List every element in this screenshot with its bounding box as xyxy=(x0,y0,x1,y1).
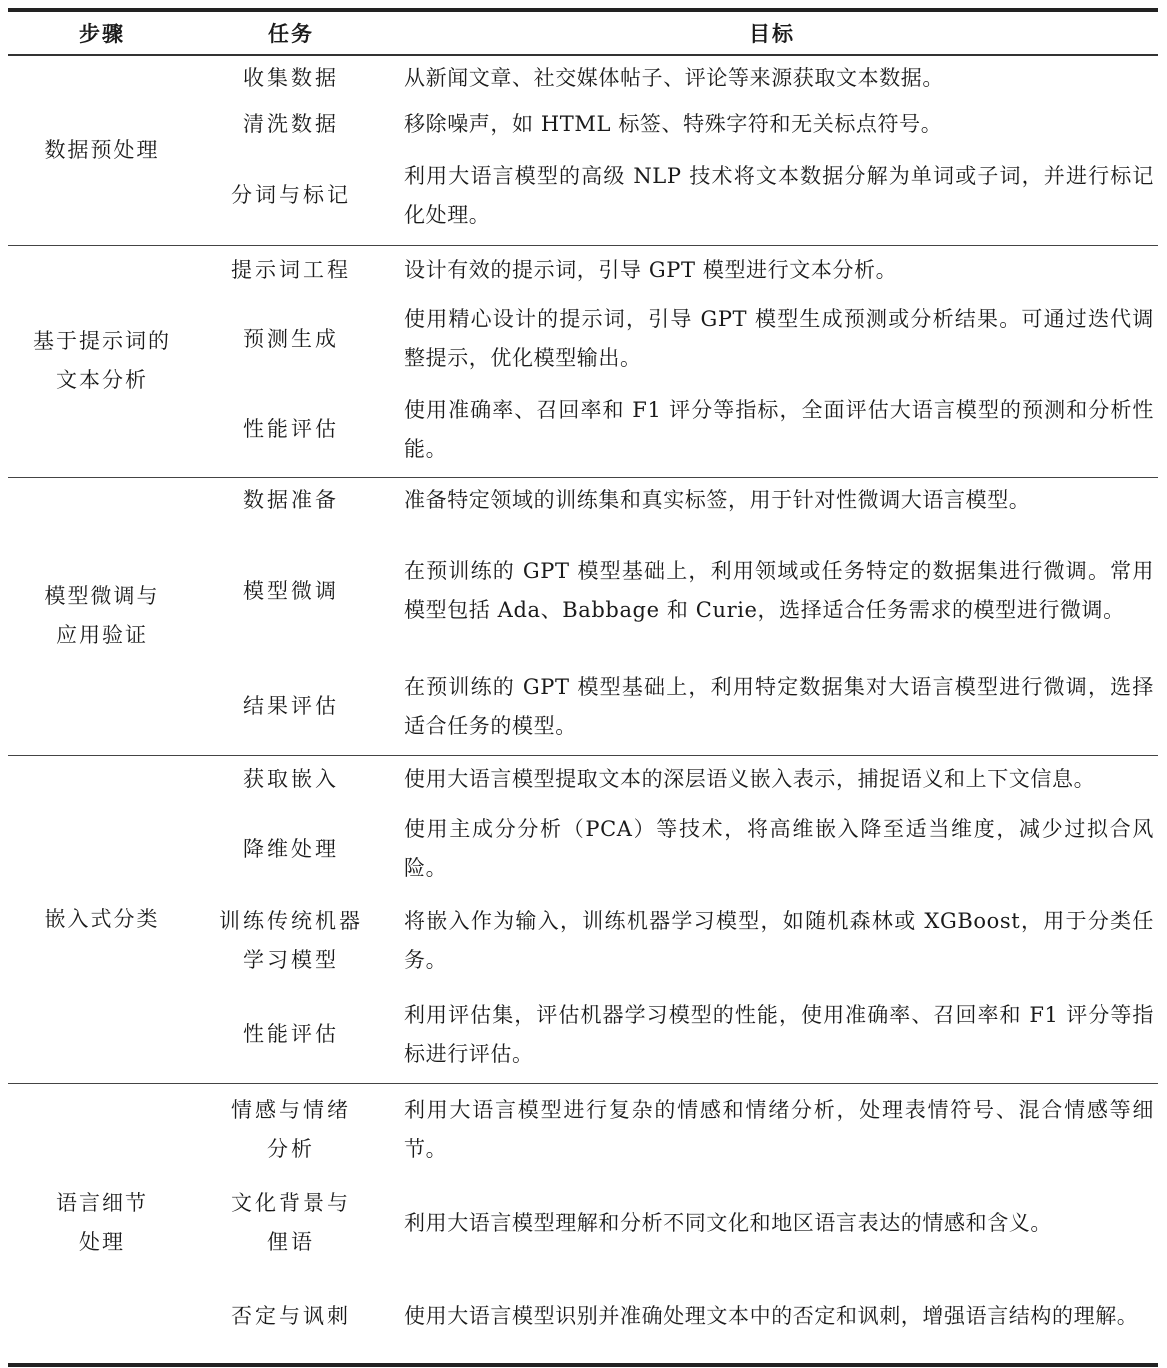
goal-text: 在预训练的 GPT 模型基础上，利用领域或任务特定的数据集进行微调。常用模型包括 Ada、Babbage 和 Curie，选择适合任务需求的模型进行微调。 xyxy=(404,559,1154,622)
step-line: 处理 xyxy=(79,1230,125,1255)
task-cell xyxy=(196,803,386,895)
goal-cell xyxy=(386,55,1158,101)
task-cell xyxy=(196,245,386,295)
task-line: 俚语 xyxy=(267,1230,315,1254)
task-cell xyxy=(196,987,386,1083)
goal-cell xyxy=(386,523,1158,659)
goal-text: 使用主成分分析（PCA）等技术，将高维嵌入降至适当维度，减少过拟合风险。 xyxy=(404,817,1154,880)
table-header xyxy=(8,10,1158,55)
table-row xyxy=(8,477,1158,523)
goal-text: 使用大语言模型提取文本的深层语义嵌入表示，捕捉语义和上下文信息。 xyxy=(404,766,1096,791)
task-line: 降维处理 xyxy=(243,836,339,861)
task-line: 模型微调 xyxy=(243,578,339,603)
goal-text: 利用大语言模型理解和分析不同文化和地区语言表达的情感和含义。 xyxy=(404,1210,1052,1235)
goal-cell xyxy=(386,101,1158,147)
step-cell xyxy=(8,477,196,755)
table-row xyxy=(8,1083,1158,1177)
header-task: 任务 xyxy=(268,22,314,46)
goal-text: 移除噪声，如 HTML 标签、特殊字符和无关标点符号。 xyxy=(404,111,943,136)
goal-cell xyxy=(386,803,1158,895)
header-goal: 目标 xyxy=(749,22,795,46)
step-cell xyxy=(8,1083,196,1365)
goal-text: 准备特定领域的训练集和真实标签，用于针对性微调大语言模型。 xyxy=(404,487,1031,512)
step-cell xyxy=(8,755,196,1083)
task-line: 分词与标记 xyxy=(231,183,351,208)
task-cell xyxy=(196,1083,386,1177)
task-line: 文化背景与 xyxy=(231,1191,351,1215)
task-line: 否定与讽刺 xyxy=(231,1303,351,1328)
task-line: 收集数据 xyxy=(243,66,339,90)
goal-cell xyxy=(386,147,1158,245)
goal-cell xyxy=(386,1269,1158,1365)
step-cell xyxy=(8,55,196,245)
task-cell xyxy=(196,895,386,987)
task-line: 学习模型 xyxy=(243,948,339,972)
table-row xyxy=(8,755,1158,803)
goal-text: 从新闻文章、社交媒体帖子、评论等来源获取文本数据。 xyxy=(404,66,944,90)
goal-cell xyxy=(386,987,1158,1083)
step-line: 基于提示词的 xyxy=(33,329,171,353)
task-line: 获取嵌入 xyxy=(243,766,339,791)
task-line: 训练传统机器 xyxy=(219,909,363,933)
goal-text: 将嵌入作为输入，训练机器学习模型，如随机森林或 XGBoost，用于分类任务。 xyxy=(404,909,1154,972)
task-cell xyxy=(196,523,386,659)
task-line: 清洗数据 xyxy=(243,111,339,136)
task-line: 数据准备 xyxy=(243,487,339,512)
task-cell xyxy=(196,101,386,147)
header-row xyxy=(8,10,1158,55)
goal-cell xyxy=(386,245,1158,295)
goal-text: 使用准确率、召回率和 F1 评分等指标，全面评估大语言模型的预测和分析性能。 xyxy=(404,397,1154,461)
steps-table xyxy=(8,8,1158,1367)
goal-cell xyxy=(386,383,1158,477)
step-cell xyxy=(8,245,196,477)
task-line: 预测生成 xyxy=(243,326,339,351)
task-cell xyxy=(196,477,386,523)
step-line: 语言细节 xyxy=(56,1191,148,1216)
task-line: 性能评估 xyxy=(243,1022,339,1047)
goal-cell xyxy=(386,755,1158,803)
task-line: 提示词工程 xyxy=(231,257,351,282)
task-cell xyxy=(196,383,386,477)
table-row xyxy=(8,245,1158,295)
goal-cell xyxy=(386,477,1158,523)
goal-text: 利用大语言模型的高级 NLP 技术将文本数据分解为单词或子词，并进行标记化处理。 xyxy=(404,163,1154,227)
step-line: 数据预处理 xyxy=(44,137,160,162)
goal-text: 使用大语言模型识别并准确处理文本中的否定和讽刺，增强语言结构的理解。 xyxy=(404,1303,1139,1328)
goal-cell xyxy=(386,659,1158,755)
task-line: 分析 xyxy=(267,1137,315,1162)
table-group xyxy=(8,1083,1158,1365)
table-group xyxy=(8,755,1158,1083)
table-group xyxy=(8,477,1158,755)
table-group xyxy=(8,245,1158,477)
goal-cell xyxy=(386,895,1158,987)
task-cell xyxy=(196,1269,386,1365)
goal-text: 设计有效的提示词，引导 GPT 模型进行文本分析。 xyxy=(404,257,898,282)
task-cell xyxy=(196,147,386,245)
task-cell xyxy=(196,1177,386,1269)
table-group xyxy=(8,55,1158,245)
task-line: 情感与情绪 xyxy=(231,1098,351,1123)
task-cell xyxy=(196,55,386,101)
goal-cell xyxy=(386,1177,1158,1269)
goal-cell xyxy=(386,295,1158,383)
task-cell xyxy=(196,295,386,383)
goal-text: 在预训练的 GPT 模型基础上，利用特定数据集对大语言模型进行微调，选择适合任务的模型。 xyxy=(404,674,1154,738)
goal-text: 利用大语言模型进行复杂的情感和情绪分析，处理表情符号、混合情感等细节。 xyxy=(404,1098,1154,1162)
goal-cell xyxy=(386,1083,1158,1177)
goal-text: 利用评估集，评估机器学习模型的性能，使用准确率、召回率和 F1 评分等指标进行评估。 xyxy=(404,1002,1154,1066)
table-row xyxy=(8,55,1158,101)
task-cell xyxy=(196,755,386,803)
step-line: 嵌入式分类 xyxy=(44,906,160,931)
task-cell xyxy=(196,659,386,755)
step-line: 文本分析 xyxy=(56,368,148,392)
goal-text: 使用精心设计的提示词，引导 GPT 模型生成预测或分析结果。可通过迭代调整提示，优化模型输出。 xyxy=(404,307,1154,370)
task-line: 结果评估 xyxy=(243,694,339,719)
step-line: 模型微调与 xyxy=(44,584,160,608)
step-line: 应用验证 xyxy=(56,623,148,647)
header-step: 步骤 xyxy=(79,22,125,46)
task-line: 性能评估 xyxy=(243,417,339,442)
